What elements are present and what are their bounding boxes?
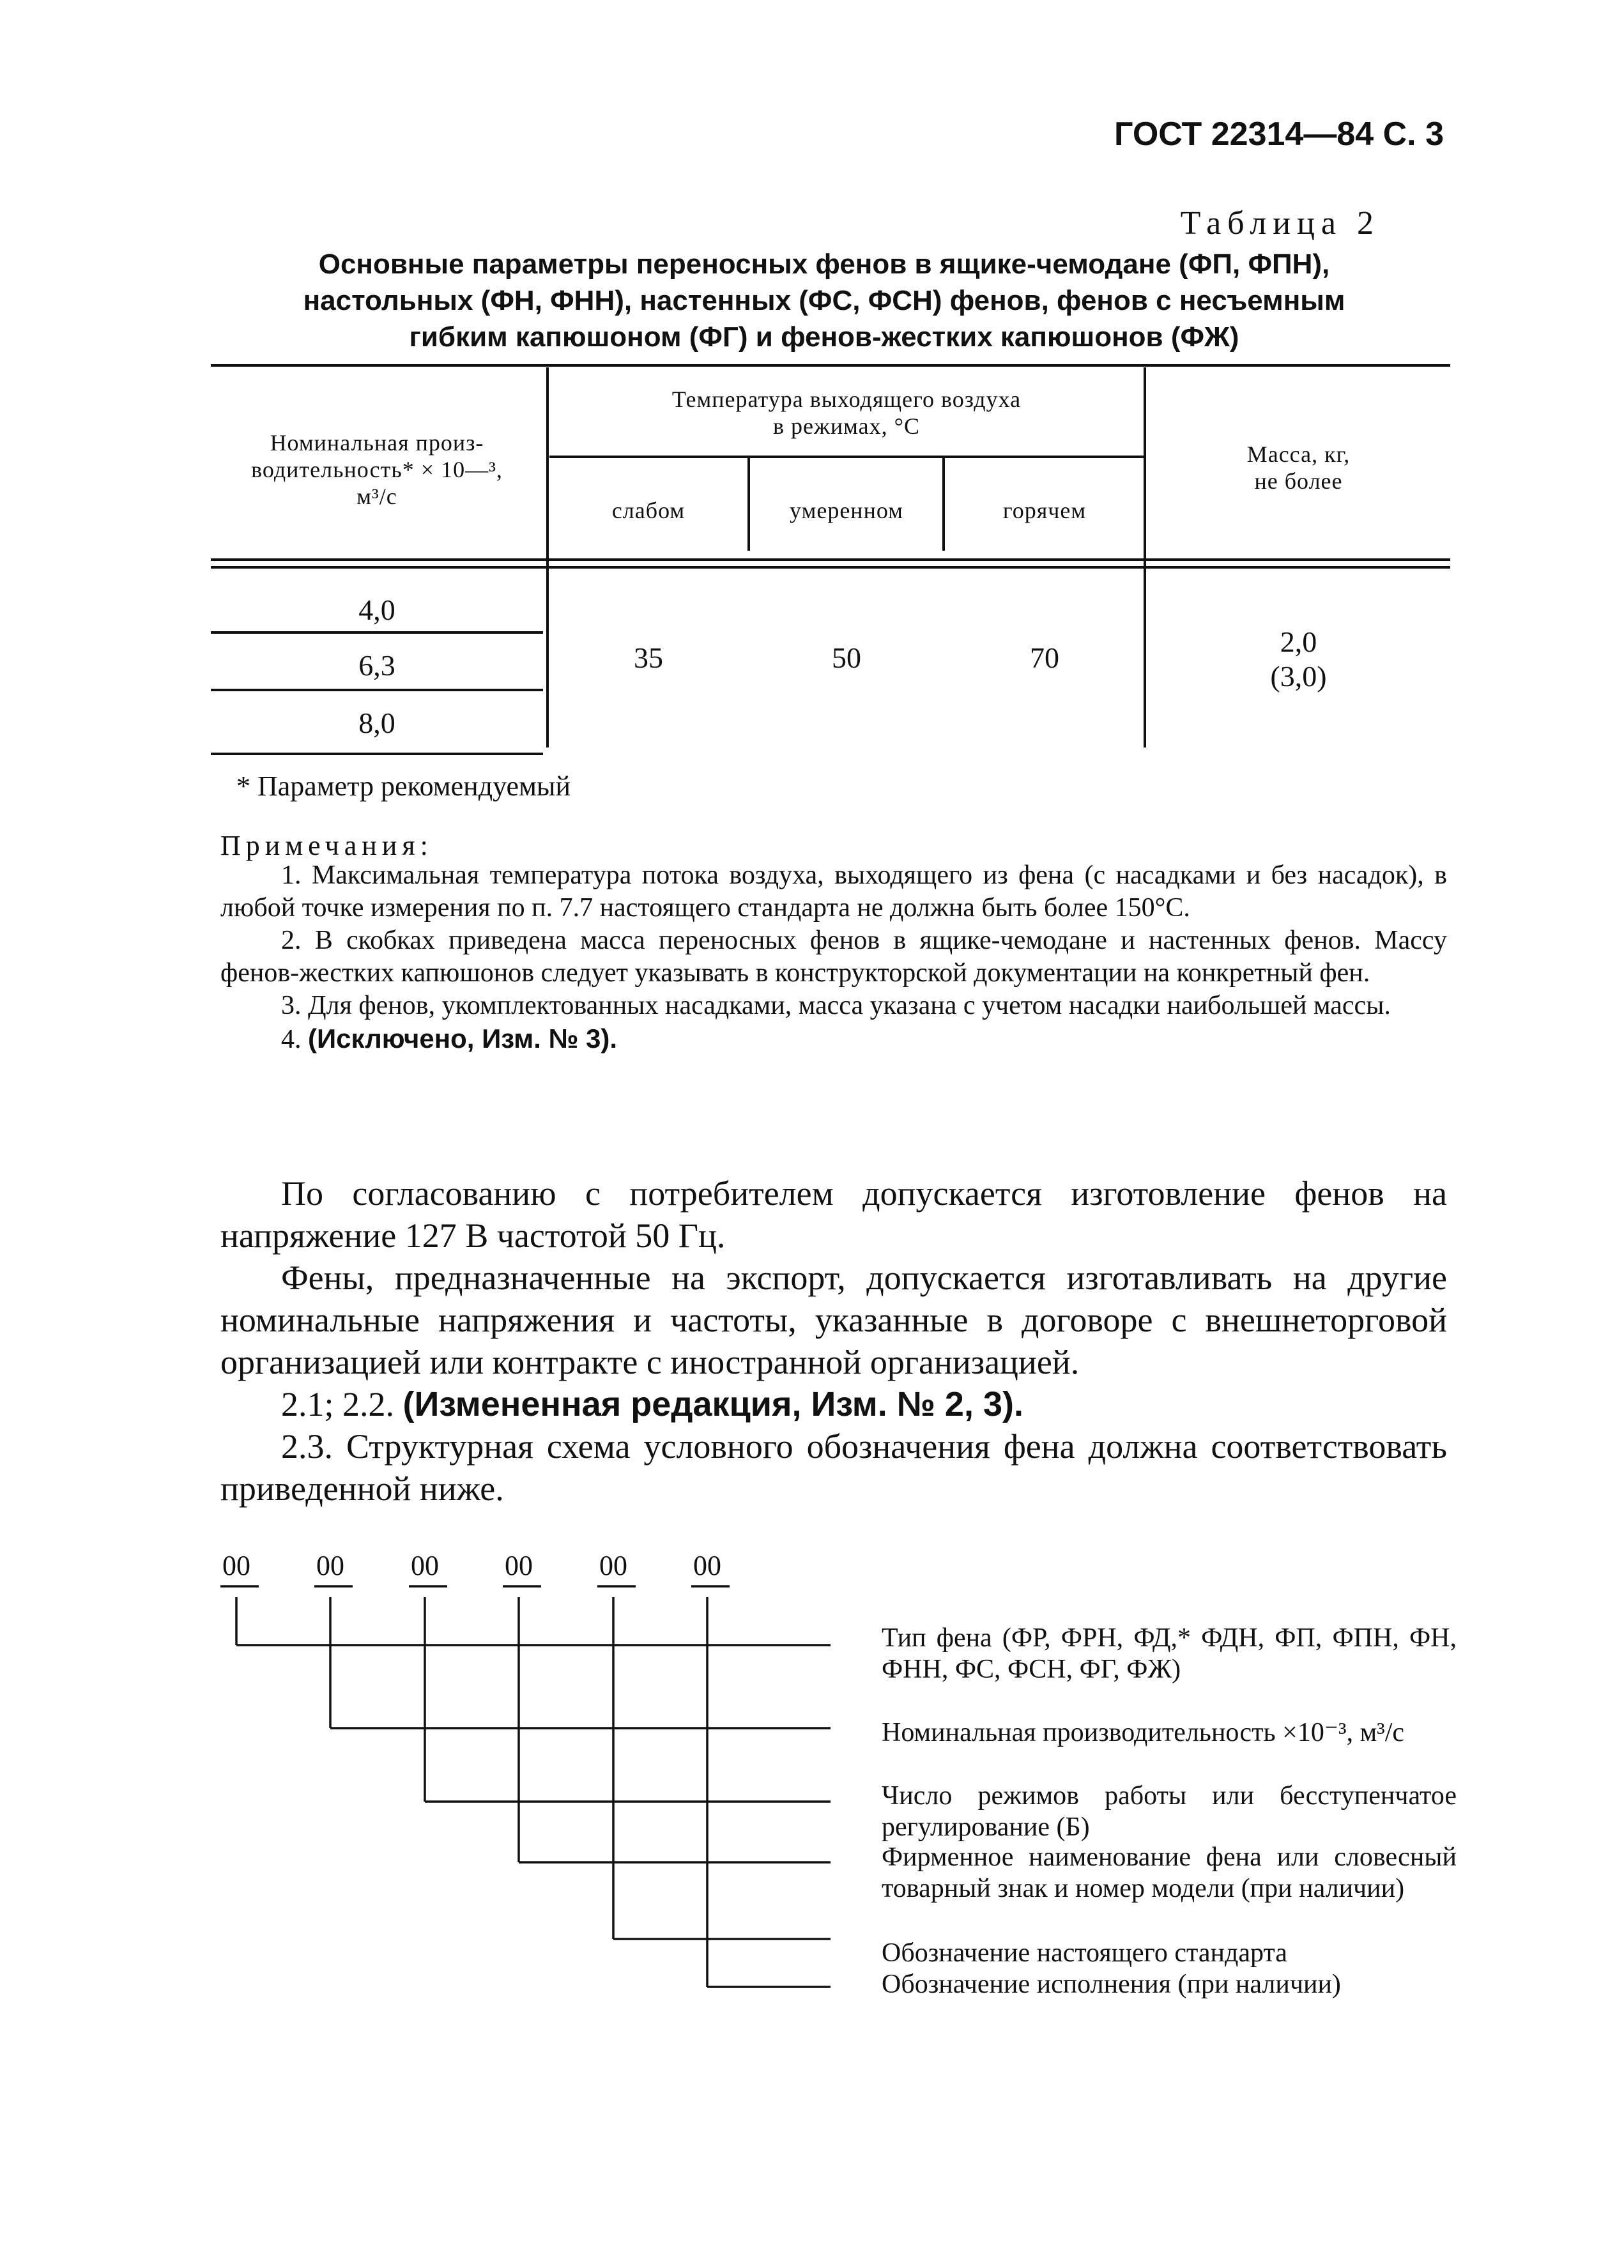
legend-version: Обозначение исполнения (при наличии) <box>882 1970 1341 1999</box>
paragraph: По согласованию с потребителем допускается изготовление фенов на напряжение 127 В частотой 50 Гц. <box>220 1174 1447 1255</box>
subheader-weak: слабом <box>611 498 686 523</box>
legend-rated-performance: Номинальная производительность ×10⁻³, м³/с <box>882 1718 1405 1747</box>
header-line: Температура выходящего воздуха <box>671 387 1022 412</box>
scheme-code: 00 <box>316 1550 344 1581</box>
note-number: 4. <box>281 1025 302 1054</box>
paragraph: Фены, предназначенные на экспорт, допускается изготавливать на другие номинальные напряжения и частоты, указанные в договоре с внешнеторговой организацией или контракте с иностранной организацией. <box>220 1259 1447 1381</box>
legend-standard: Обозначение настоящего стандарта <box>882 1938 1287 1968</box>
temp-moderate-value: 50 <box>832 641 861 674</box>
legend-fan-type: Тип фена (ФР, ФРН, ФД,* ФДН, ФП, ФПН, ФН, ФНН, ФС, ФСН, ФГ, ФЖ) <box>882 1623 1457 1684</box>
legend-brand-name: Фирменное наименование фена или словесный товарный знак и номер модели (при наличии) <box>882 1843 1457 1903</box>
amendment-bold: (Измененная редакция, Изм. № 2, 3). <box>402 1385 1023 1423</box>
mass-line: 2,0 <box>1280 625 1317 658</box>
temp-hot-value: 70 <box>1030 641 1059 674</box>
scheme-code: 00 <box>505 1550 533 1581</box>
mass-line: (3,0) <box>1270 660 1327 693</box>
note-bold-text: (Исключено, Изм. № 3). <box>308 1023 618 1054</box>
notes-heading: Примечания: <box>220 830 433 861</box>
table-row-value: 8,0 <box>358 707 395 739</box>
header-line: Номинальная произ- <box>270 430 484 456</box>
subheader-moderate: умеренном <box>790 498 903 523</box>
table-title-line: Основные параметры переносных фенов в ящике-чемодане (ФП, ФПН), <box>318 249 1330 280</box>
scheme-code: 00 <box>599 1550 627 1581</box>
header-line: Масса, кг, <box>1246 441 1351 467</box>
table-row-value: 4,0 <box>358 594 395 626</box>
header-line: в режимах, °С <box>772 413 921 439</box>
table-title-line: настольных (ФН, ФНН), настенных (ФС, ФСН) фенов, фенов с несъемным <box>303 285 1345 316</box>
table-footnote: * Параметр рекомендуемый <box>236 770 571 802</box>
clause-number: 2.1; 2.2. <box>281 1385 395 1423</box>
scheme-code: 00 <box>411 1550 439 1581</box>
legend-modes: Число режимов работы или бесступенчатое регулирование (Б) <box>882 1781 1457 1842</box>
header-line: не более <box>1254 468 1343 494</box>
paragraph: 2.3. Структурная схема условного обозначения фена должна соответствовать приведенной ниже. <box>220 1427 1447 1508</box>
header-line: м³/с <box>356 484 397 509</box>
scheme-code: 00 <box>222 1550 250 1581</box>
note-item: 1. Максимальная температура потока воздуха, выходящего из фена (с насадками и без насадок), в любой точке измерения по п. 7.7 настоящего стандарта не должна быть более 150°С. <box>220 861 1447 923</box>
scheme-code: 00 <box>693 1550 721 1581</box>
header-line: водительность* × 10—³, <box>251 457 503 482</box>
temp-weak-value: 35 <box>634 641 663 674</box>
table-row-value: 6,3 <box>358 649 395 682</box>
standard-header: ГОСТ 22314—84 С. 3 <box>1114 116 1444 153</box>
table-label: Таблица 2 <box>1180 205 1380 241</box>
note-item: 2. В скобках приведена масса переносных фенов в ящике-чемодане и настенных фенов. Массу фенов-жестких капюшонов следует указывать в конструкторской документации на конкретный фен. <box>220 926 1447 988</box>
note-item: 3. Для фенов, укомплектованных насадками, масса указана с учетом насадки наибольшей массы. <box>281 991 1391 1020</box>
table-title-line: гибким капюшоном (ФГ) и фенов-жестких капюшонов (ФЖ) <box>409 321 1239 353</box>
subheader-hot: горячем <box>1002 498 1087 523</box>
